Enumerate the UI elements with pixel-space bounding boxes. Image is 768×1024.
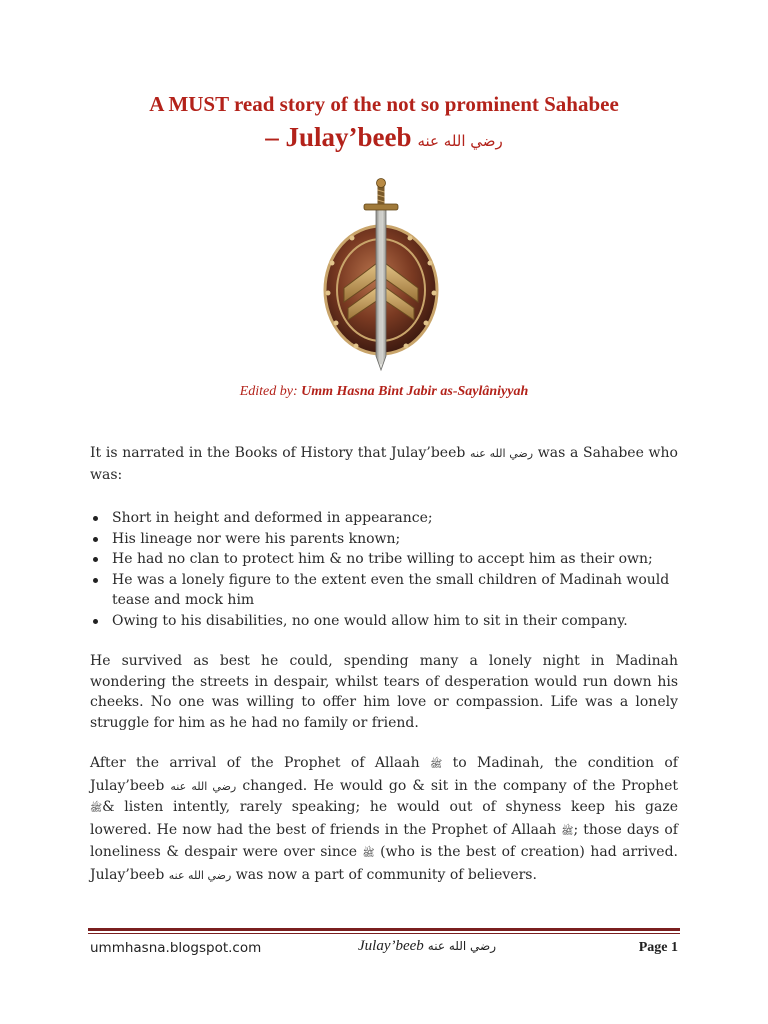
footer-title (358, 938, 496, 955)
salutation-glyph: ﷺ (362, 848, 375, 859)
salutation-glyph: ﷺ (430, 759, 443, 770)
footer-website: ummhasna.blogspot.com (90, 940, 262, 956)
footer-title-arabic: رضي الله عنه (427, 939, 497, 953)
arrival-arabic: رضي الله عنه (170, 779, 237, 793)
list-item: His lineage nor were his parents known; (90, 529, 680, 550)
title-arabic: رضي الله عنه (417, 132, 503, 150)
edited-by-prefix: Edited by: (239, 384, 302, 399)
list-item: Short in height and deformed in appearance; (90, 508, 680, 529)
title-line-1: A MUST read story of the not so prominent Sahabee (149, 92, 619, 116)
editor-name: Umm Hasna Bint Jabir as-Saylâniyyah (301, 384, 529, 399)
paragraph-survival: He survived as best he could, spending many a lonely night in Madinah wondering the streets in despair, whilst tears of desperation would run down his cheeks. No one was willing to offer him love or compassion. Life was a lonely struggle for him as he had no family or friend. (90, 653, 678, 731)
list-item: He was a lonely figure to the extent even the small children of Madinah would tease and mock him (90, 570, 680, 611)
edited-by (0, 384, 768, 400)
paragraph-arrival (90, 753, 678, 886)
salutation-glyph: ﷺ (90, 803, 103, 814)
footer-divider-thin (88, 933, 680, 934)
intro-text-2: was a Sahabee who was: (90, 445, 678, 483)
footer-divider (88, 928, 680, 931)
title-line-2 (0, 122, 768, 153)
arrival-text-6: (who is the best of creation) had arrived. Julay’beeb (90, 844, 678, 883)
list-item: Owing to his disabilities, no one would allow him to sit in their company. (90, 611, 680, 632)
arrival-text-4: & listen intently, rarely speaking; he would out of shyness keep his gaze lowered. He now had the best of friends in the Prophet of Allaah (90, 799, 678, 838)
arrival-arabic: رضي الله عنه (168, 868, 232, 882)
intro-arabic: رضي الله عنه (470, 447, 534, 460)
salutation-glyph: ﷺ (561, 825, 574, 837)
arrival-text-3: changed. He would go & sit in the company of the Prophet (236, 777, 678, 794)
arrival-text-1: After the arrival of the Prophet of Allaah (90, 755, 431, 771)
sword-shield-emblem-image (320, 178, 442, 378)
intro-text-1: It is narrated in the Books of History that Julay’beeb (90, 445, 471, 461)
arrival-text-5: ; those days of loneliness & despair were over since (90, 821, 678, 860)
arrival-text-7: was now a part of community of believers. (231, 866, 537, 883)
paragraph-intro (90, 443, 678, 485)
arrival-text-2: to Madinah, the condition of Julay’beeb (90, 755, 678, 794)
title-name: – Julay’beeb (265, 122, 412, 152)
page-number: Page 1 (638, 940, 678, 955)
footer-title-name: Julay’beeb (358, 938, 424, 954)
trait-list (90, 508, 680, 631)
list-item: He had no clan to protect him & no tribe willing to accept him as their own; (90, 549, 680, 570)
